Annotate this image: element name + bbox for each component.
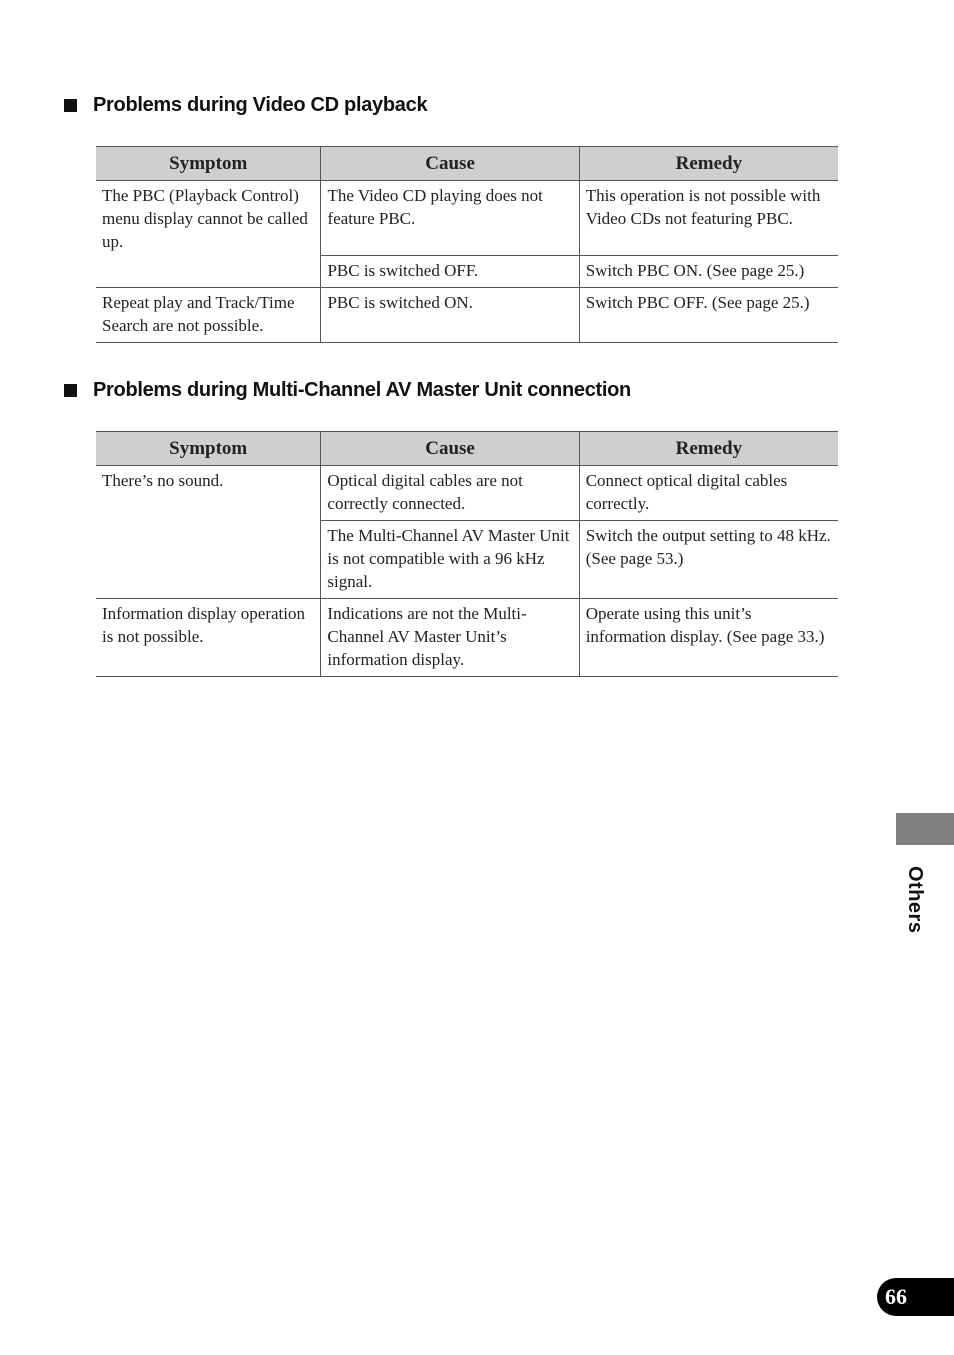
- av-master-unit-troubleshooting-table: [96, 431, 838, 677]
- section-title: Problems during Video CD playback: [93, 94, 428, 116]
- chapter-side-label: Others: [904, 866, 926, 934]
- page-number: 66: [877, 1278, 954, 1316]
- section-heading-video-cd: [64, 94, 427, 117]
- column-header-cause: Cause: [321, 432, 579, 466]
- section-heading-av-master-unit: [64, 379, 631, 402]
- symptom-cell: Repeat play and Track/Time Search are not possible.: [96, 288, 321, 343]
- table-row: [96, 466, 838, 521]
- symptom-cell: There’s no sound.: [96, 466, 321, 599]
- table-row: [96, 288, 838, 343]
- symptom-cell: Information display operation is not possible.: [96, 599, 321, 677]
- remedy-cell: Switch PBC ON. (See page 25.): [579, 256, 838, 288]
- cause-cell: PBC is switched OFF.: [321, 256, 579, 288]
- remedy-cell: Connect optical digital cables correctly.: [579, 466, 838, 521]
- table-header-row: [96, 147, 838, 181]
- remedy-cell: This operation is not possible with Video CDs not featuring PBC.: [579, 181, 838, 256]
- cause-cell: The Video CD playing does not feature PBC.: [321, 181, 579, 256]
- table-row: [96, 181, 838, 256]
- remedy-cell: Switch the output setting to 48 kHz. (See page 53.): [579, 521, 838, 599]
- column-header-cause: Cause: [321, 147, 579, 181]
- column-header-remedy: Remedy: [579, 147, 838, 181]
- square-bullet-icon: [64, 99, 77, 112]
- column-header-symptom: Symptom: [96, 147, 321, 181]
- remedy-cell: Operate using this unit’s information display. (See page 33.): [579, 599, 838, 677]
- chapter-tab-marker: [896, 813, 954, 845]
- section-title: Problems during Multi-Channel AV Master Unit connection: [93, 379, 631, 401]
- cause-cell: Indications are not the Multi-Channel AV Master Unit’s information display.: [321, 599, 579, 677]
- cause-cell: The Multi-Channel AV Master Unit is not compatible with a 96 kHz signal.: [321, 521, 579, 599]
- table-row: [96, 599, 838, 677]
- column-header-symptom: Symptom: [96, 432, 321, 466]
- table-header-row: [96, 432, 838, 466]
- remedy-cell: Switch PBC OFF. (See page 25.): [579, 288, 838, 343]
- video-cd-troubleshooting-table: [96, 146, 838, 343]
- column-header-remedy: Remedy: [579, 432, 838, 466]
- square-bullet-icon: [64, 384, 77, 397]
- cause-cell: Optical digital cables are not correctly connected.: [321, 466, 579, 521]
- cause-cell: PBC is switched ON.: [321, 288, 579, 343]
- symptom-cell: The PBC (Playback Control) menu display cannot be called up.: [96, 181, 321, 288]
